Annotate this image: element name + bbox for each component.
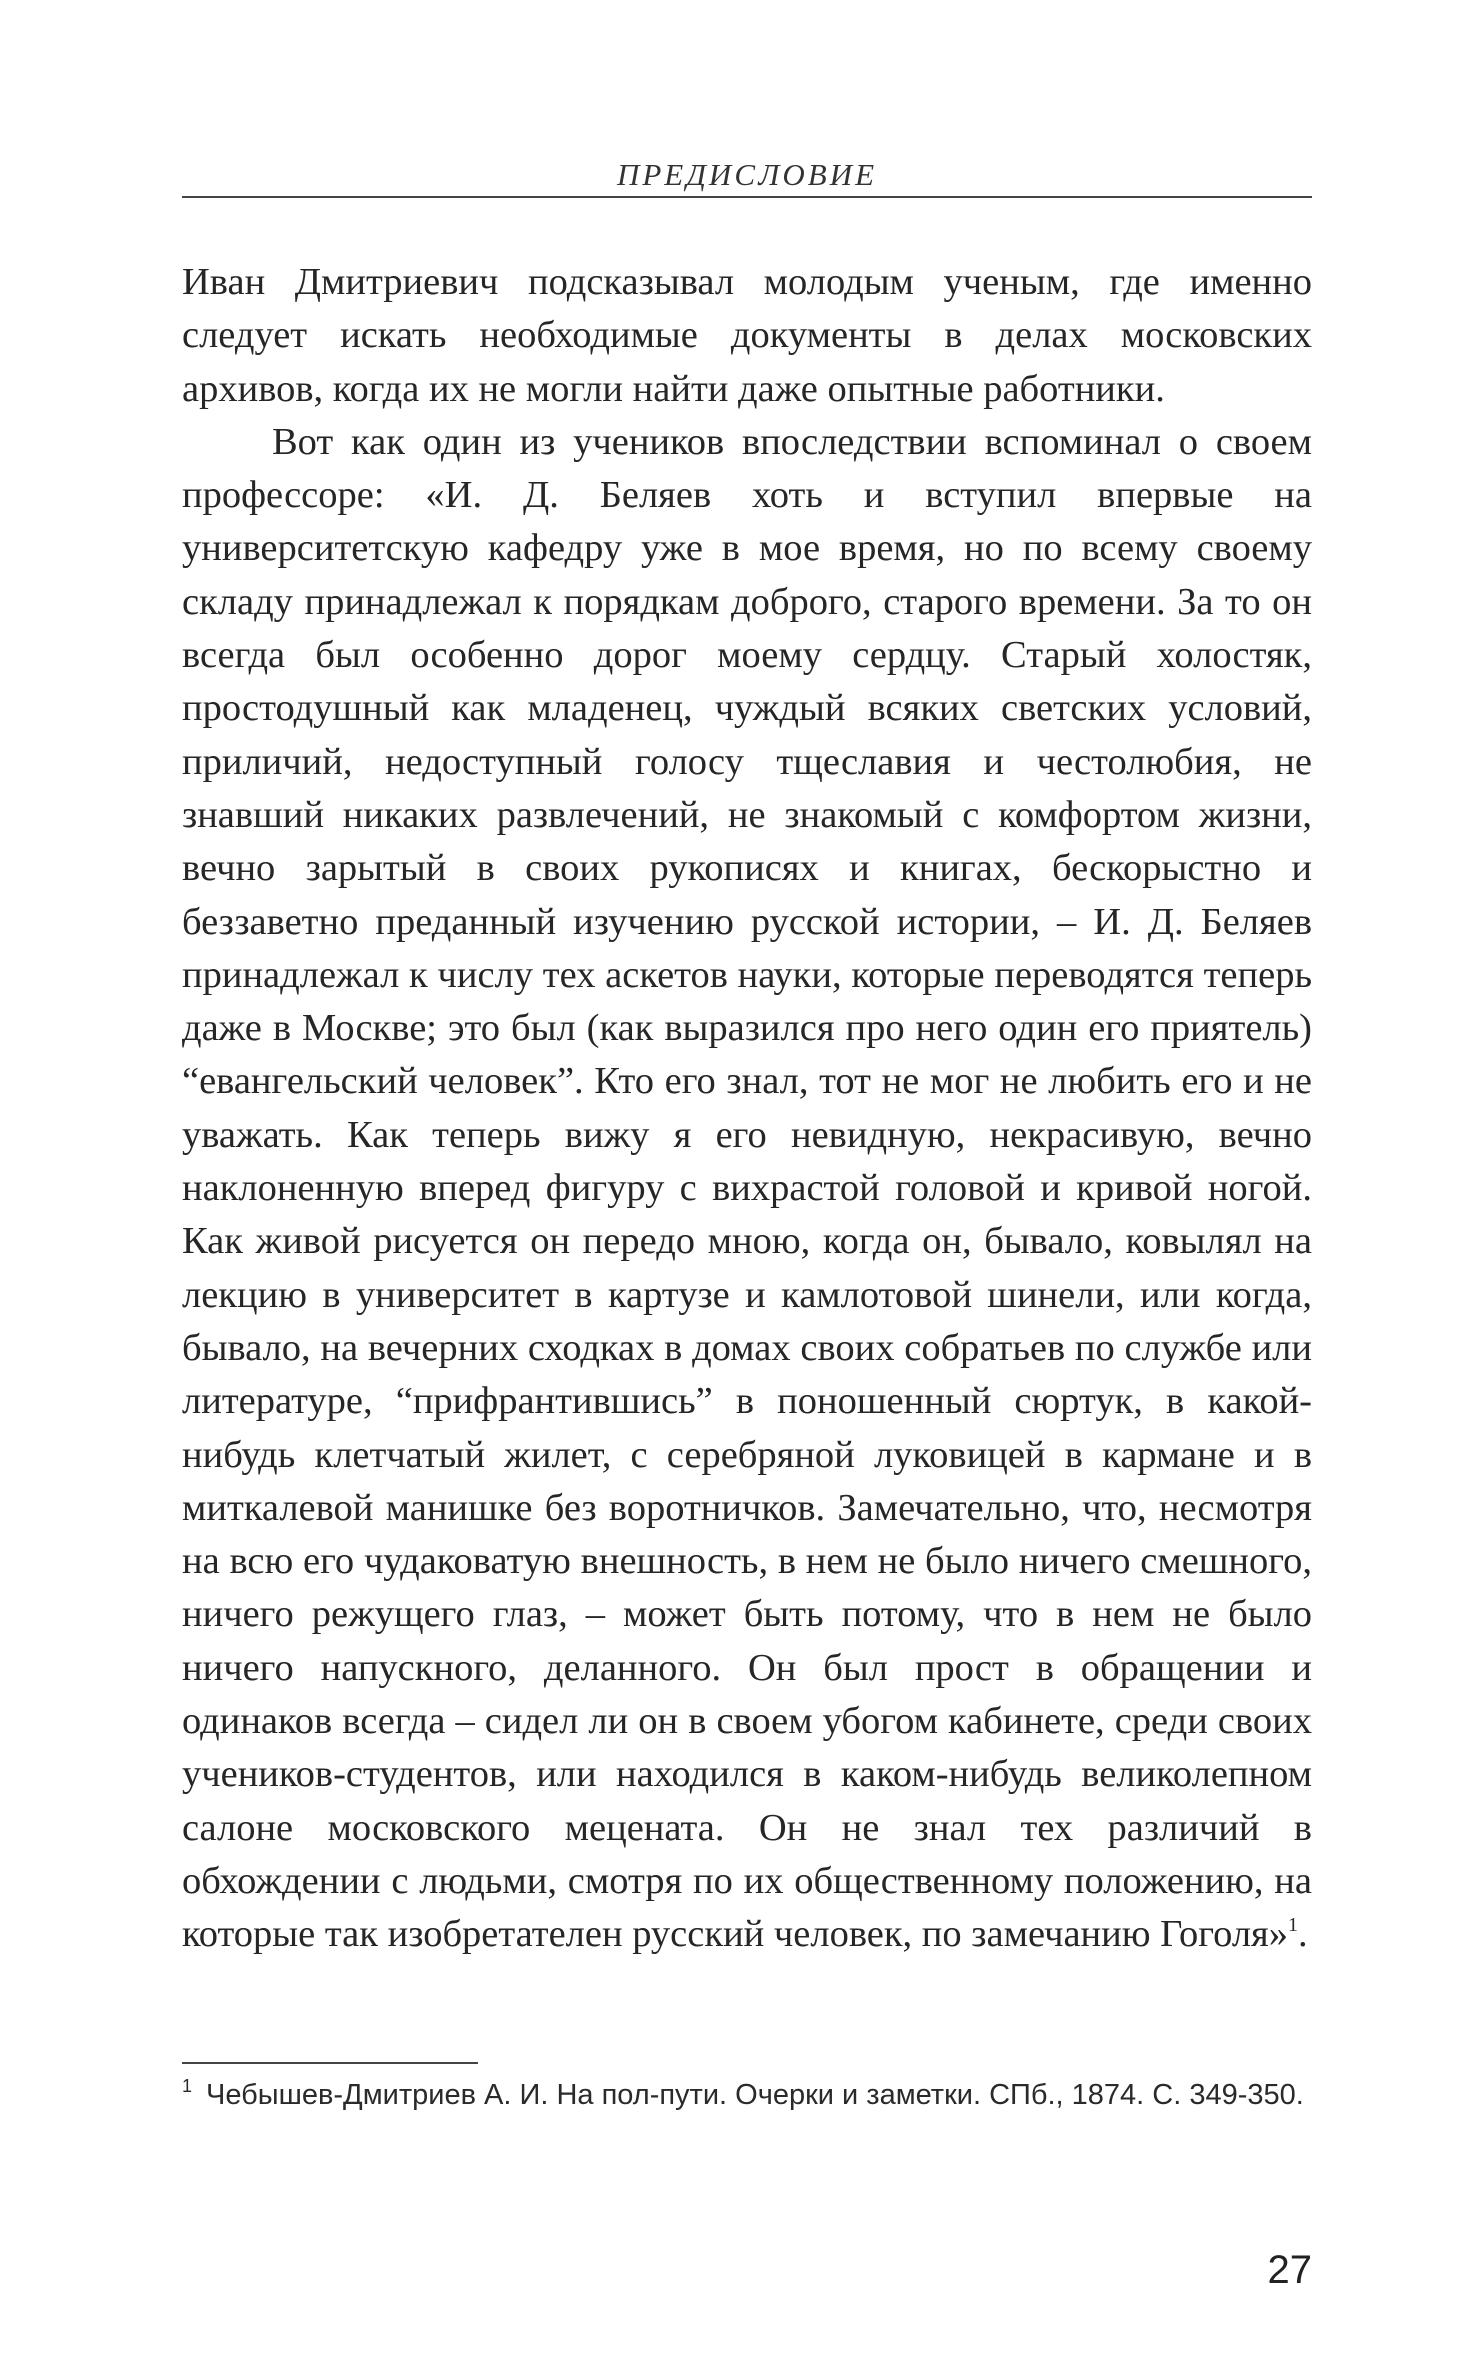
body-text <box>182 256 1312 1962</box>
footnote-rule <box>182 2062 478 2064</box>
page-number: 27 <box>1267 2248 1312 2292</box>
footnote-mark: 1 <box>182 2076 193 2096</box>
paragraph-2-text: Вот как один из учеников впоследствии вспоминал о своем профессоре: «И. Д. Беляев хоть и вступил впервые на университетскую кафедру уже в мое время, но по всему своему складу принадлежал к порядкам доброго, старого времени. За то он всегда был особенно дорог моему сердцу. Старый холостяк, простодушный как младенец, чуждый всяких светских условий, приличий, недоступный голосу тщеславия и честолюбия, не знавший никаких развлечений, не знакомый с комфортом жизни, вечно зарытый в своих рукописях и книгах, бескорыстно и беззаветно преданный изучению русской истории, – И. Д. Беляев принадлежал к числу тех аскетов науки, которые переводятся теперь даже в Москве; это был (как выразился про него один его приятель) “евангельский человек”. Кто его знал, тот не мог не любить его и не уважать. Как теперь вижу я его невидную, некрасивую, вечно наклоненную вперед фигуру с вихрастой головой и кривой ногой. Как живой рисуется он передо мною, когда он, бывало, ковылял на лекцию в университет в картузе и камлотовой шинели, или когда, бывало, на вечерних сходках в домах своих собратьев по службе или литературе, “прифрантившись” в поношенный сюртук, в какой-нибудь клетчатый жилет, с серебряной луковицей в кармане и в миткалевой манишке без воротничков. Замечательно, что, несмотря на всю его чудаковатую внешность, в нем не было ничего смешного, ничего режущего глаз, – может быть потому, что в нем не было ничего напускного, деланного. Он был прост в обращении и одинаков всегда – сидел ли он в своем убогом кабинете, среди своих учеников-студентов, или находился в каком-нибудь великолепном салоне московского мецената. Он не знал тех различий в обхождении с людьми, смотря по их общественному положению, на которые так изобретателен русский человек, по замечанию Гоголя» <box>182 420 1312 1956</box>
footnote-reference[interactable]: 1 <box>1288 1914 1298 1937</box>
running-head: ПРЕДИСЛОВИЕ <box>616 157 878 192</box>
book-page <box>182 0 1312 2362</box>
footnote <box>182 2076 1312 2114</box>
header-rule <box>182 196 1312 198</box>
footnote-text: Чебышев-Дмитриев А. И. На пол-пути. Очерки и заметки. СПб., 1874. С. 349-350. <box>206 2079 1304 2111</box>
paragraph-2: Вот как один из учеников впоследствии вспоминал о своем профессоре: «И. Д. Беляев хоть и вступил впервые на университетскую кафедру уже в мое время, но по всему своему складу принадлежал к порядкам доброго, старого времени. За то он всегда был особенно дорог моему сердцу. Старый холостяк, простодушный как младенец, чуждый всяких светских условий, приличий, недоступный голосу тщеславия и честолюбия, не знавший никаких развлечений, не знакомый с комфортом жизни, вечно зарытый в своих рукописях и книгах, бескорыстно и беззаветно преданный изучению русской истории, – И. Д. Беляев принадлежал к числу тех аскетов науки, которые переводятся теперь даже в Москве; это был (как выразился про него один его приятель) “евангельский человек”. Кто его знал, тот не мог не любить его и не уважать. Как теперь вижу я его невидную, некрасивую, вечно наклоненную вперед фигуру с вихрастой головой и кривой ногой. Как живой рисуется он передо мною, когда он, бывало, ковылял на лекцию в университет в картузе и камлотовой шинели, или когда, бывало, на вечерних сходках в домах своих собратьев по службе или литературе, “прифрантившись” в поношенный сюртук, в какой-нибудь клетчатый жилет, с серебряной луковицей в кармане и в миткалевой манишке без воротничков. Замечательно, что, несмотря на всю его чудаковатую внешность, в нем не было ничего смешного, ничего режущего глаз, – может быть потому, что в нем не было ничего напускного, деланного. Он был прост в обращении и одинаков всегда – сидел ли он в своем убогом кабинете, среди своих учеников-студентов, или находился в каком-нибудь великолепном салоне московского мецената. Он не знал тех различий в обхождении с людьми, смотря по их общественному положению, на которые так изобретателен русский человек, по замечанию Гоголя»$^1$. <box>182 420 1312 1956</box>
paragraph-1: Иван Дмитриевич подсказывал молодым ученым, где именно следует искать необходимые документы в делах московских архивов, когда их не могли найти даже опытные работники. <box>182 261 1312 410</box>
